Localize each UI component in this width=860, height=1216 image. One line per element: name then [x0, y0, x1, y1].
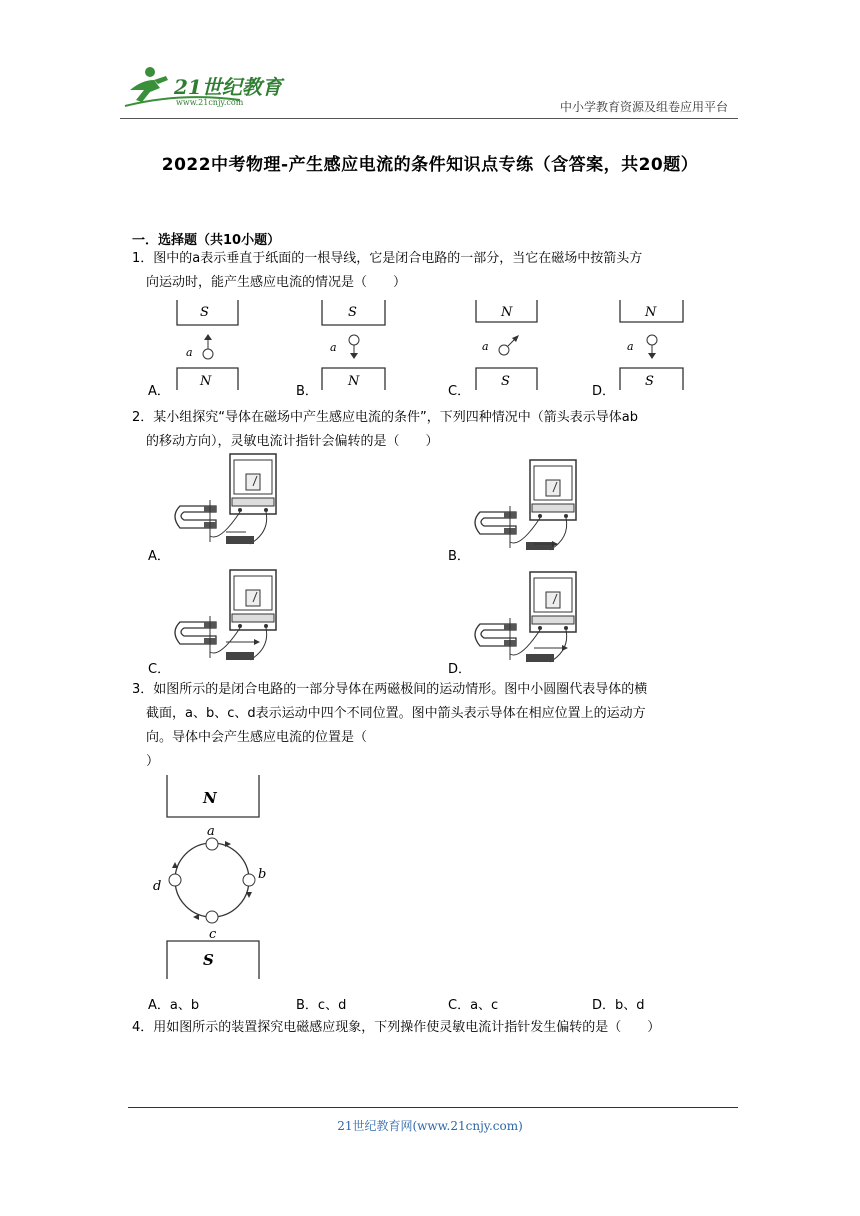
- question-3: [132, 678, 742, 774]
- svg-text:S: S: [203, 951, 214, 969]
- svg-text:b: b: [258, 867, 267, 882]
- svg-text:S: S: [501, 374, 510, 389]
- q2-option-d[interactable]: D．: [448, 662, 472, 677]
- svg-text:N: N: [348, 374, 360, 389]
- header-divider: [120, 118, 738, 119]
- question-number: 4．: [132, 1020, 154, 1035]
- svg-text:a: a: [627, 340, 634, 353]
- svg-text:S: S: [348, 305, 357, 320]
- footer-link[interactable]: 21世纪教育网(www.21cnjy.com): [337, 1119, 523, 1133]
- question-text: 如图所示的是闭合电路的一部分导体在两磁极间的运动情形。图中小圆圈代表导体的横: [153, 682, 648, 697]
- q2-option-c-figure: [175, 570, 276, 660]
- svg-text:d: d: [153, 879, 162, 894]
- q3-option-a[interactable]: A．a、b: [148, 998, 200, 1013]
- question-text-cont: 的移动方向），灵敏电流计指针会偏转的是（ ）: [146, 434, 439, 449]
- svg-text:N: N: [200, 374, 212, 389]
- q1-option-c[interactable]: C．: [448, 384, 471, 399]
- question-text-cont: 向。导体中会产生感应电流的位置是（: [146, 730, 368, 745]
- site-name: 中小学教育资源及组卷应用平台: [559, 100, 728, 114]
- footer-divider: [128, 1107, 738, 1108]
- q1-figures: [140, 298, 710, 394]
- q1-option-b-figure: [322, 300, 385, 390]
- svg-text:21世纪教育: 21世纪教育: [174, 75, 282, 99]
- svg-text:a: a: [330, 341, 337, 354]
- question-number: 3．: [132, 682, 154, 697]
- q1-option-c-figure: [476, 300, 537, 390]
- svg-text:a: a: [186, 346, 193, 359]
- q3-option-d[interactable]: D．b、d: [592, 998, 645, 1013]
- q3-option-c[interactable]: C．a、c: [448, 998, 499, 1013]
- q1-option-a[interactable]: A．: [148, 384, 170, 399]
- q1-option-d[interactable]: D．: [592, 384, 616, 399]
- svg-text:a: a: [482, 340, 489, 353]
- section-heading: 一．选择题（共10小题）: [132, 233, 281, 248]
- question-text: 某小组探究“导体在磁场中产生感应电流的条件”，下列四种情况中（箭头表示导体ab: [153, 410, 638, 425]
- question-text-cont: 向运动时，能产生感应电流的情况是（ ）: [146, 275, 407, 290]
- question-1: [132, 247, 742, 295]
- q1-option-a-figure: [177, 300, 238, 390]
- q2-option-a-figure: [175, 454, 276, 544]
- q1-option-b[interactable]: B．: [296, 384, 318, 399]
- page-title: 2022中考物理-产生感应电流的条件知识点专练（含答案，共20题）: [161, 155, 699, 175]
- runner-logo-icon: [120, 62, 300, 112]
- svg-text:N: N: [203, 789, 217, 807]
- question-text: 用如图所示的装置探究电磁感应现象，下列操作使灵敏电流计指针发生偏转的是（ ）: [153, 1020, 661, 1035]
- q3-figure: [145, 775, 275, 985]
- q2-option-a[interactable]: A．: [148, 549, 170, 564]
- question-text-cont: 截面，a、b、c、d表示运动中四个不同位置。图中箭头表示导体在相应位置上的运动方: [146, 706, 646, 721]
- svg-text:c: c: [209, 927, 217, 942]
- q2-option-b[interactable]: B．: [448, 549, 470, 564]
- question-number: 2．: [132, 410, 154, 425]
- question-2: [132, 406, 742, 454]
- svg-text:S: S: [200, 305, 209, 320]
- q2-option-c[interactable]: C．: [148, 662, 171, 677]
- question-number: 1．: [132, 251, 154, 266]
- q2-option-d-figure: [475, 572, 576, 662]
- question-4: [132, 1016, 742, 1040]
- question-text-cont: ）: [146, 754, 160, 769]
- svg-text:www.21cnjy.com: www.21cnjy.com: [176, 98, 244, 107]
- q1-option-d-figure: [620, 300, 683, 390]
- site-logo: [120, 62, 300, 112]
- q2-figures: [160, 452, 600, 672]
- question-text: 图中的a表示垂直于纸面的一根导线，它是闭合电路的一部分，当它在磁场中按箭头方: [153, 251, 643, 266]
- q2-option-b-figure: [475, 460, 576, 550]
- svg-text:S: S: [645, 374, 654, 389]
- svg-text:N: N: [501, 305, 513, 320]
- q3-option-b[interactable]: B．c、d: [296, 998, 347, 1013]
- svg-text:a: a: [207, 824, 215, 839]
- svg-text:N: N: [645, 305, 657, 320]
